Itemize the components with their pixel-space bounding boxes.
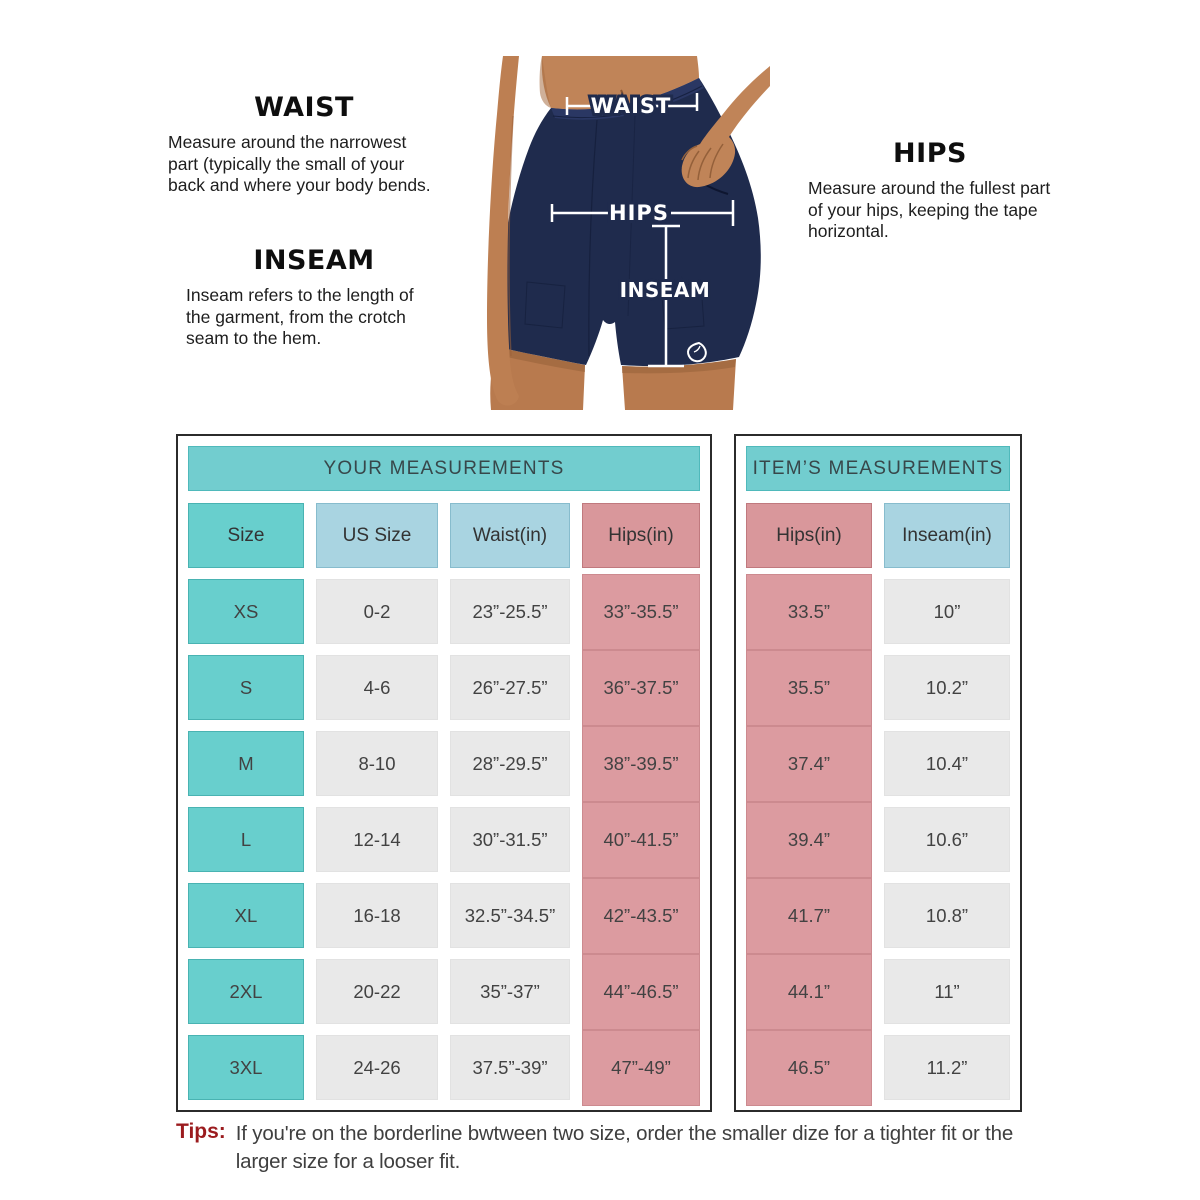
tips-text [236, 1120, 1013, 1176]
item-inseam-cell: 10” [884, 579, 1010, 644]
waist-cell: 32.5”-34.5” [450, 883, 570, 948]
hips-cell: 38”-39.5” [582, 726, 700, 802]
item-hips-cell: 46.5” [746, 1030, 872, 1106]
us-size-cell: 8-10 [316, 731, 438, 796]
item-inseam-cell: 10.4” [884, 731, 1010, 796]
table-row-xs [746, 579, 1010, 644]
hips-cell: 36”-37.5” [582, 650, 700, 726]
inseam-guide-block [186, 245, 442, 350]
your-measurements-table [176, 434, 712, 1112]
item-measurements-title-banner: ITEM’S MEASUREMENTS [746, 446, 1010, 491]
table-row-2xl [188, 959, 700, 1024]
table-row-s [746, 655, 1010, 720]
item-inseam-cell: 11” [884, 959, 1010, 1024]
hips-guide-description: Measure around the fullest part of your hips, keeping the tape horizontal. [808, 178, 1051, 241]
size-cell: 2XL [188, 959, 304, 1024]
table-row-l [188, 807, 700, 872]
size-cell: M [188, 731, 304, 796]
hips-cell: 33”-35.5” [582, 574, 700, 650]
waist-cell: 23”-25.5” [450, 579, 570, 644]
hips-cell: 44”-46.5” [582, 954, 700, 1030]
item-hips-cell: 35.5” [746, 650, 872, 726]
header-waist: Waist(in) [450, 503, 570, 568]
inseam-photo-label: INSEAM [619, 278, 711, 302]
waist-cell: 37.5”-39” [450, 1035, 570, 1100]
header-size: Size [188, 503, 304, 568]
table-row-xs [188, 579, 700, 644]
tips-text-line1: If you're on the borderline bwtween two size, order the smaller dize for a tighter fit or the [235, 1122, 1014, 1145]
table-row-3xl [746, 1035, 1010, 1100]
hips-cell: 42”-43.5” [582, 878, 700, 954]
table-row-xl [746, 883, 1010, 948]
us-size-cell: 12-14 [316, 807, 438, 872]
us-size-cell: 16-18 [316, 883, 438, 948]
waist-cell: 28”-29.5” [450, 731, 570, 796]
size-cell: XL [188, 883, 304, 948]
table-row-l [746, 807, 1010, 872]
us-size-cell: 20-22 [316, 959, 438, 1024]
hips-guide-block [808, 138, 1052, 243]
size-cell: 3XL [188, 1035, 304, 1100]
column-header-row [746, 503, 1010, 568]
your-measurements-title-banner: YOUR MEASUREMENTS [188, 446, 700, 491]
waist-guide-description: Measure around the narrowest part (typically the small of your back and where your body bends. [168, 132, 431, 195]
waist-cell: 35”-37” [450, 959, 570, 1024]
item-inseam-cell: 11.2” [884, 1035, 1010, 1100]
shorts-photo-illustration [485, 56, 770, 410]
us-size-cell: 0-2 [316, 579, 438, 644]
item-inseam-cell: 10.6” [884, 807, 1010, 872]
item-hips-cell: 39.4” [746, 802, 872, 878]
us-size-cell: 24-26 [316, 1035, 438, 1100]
header-item-hips: Hips(in) [746, 503, 872, 568]
tips-note [176, 1120, 1076, 1176]
table-row-2xl [746, 959, 1010, 1024]
tips-label: Tips: [176, 1120, 226, 1143]
column-header-row [188, 503, 700, 568]
item-inseam-cell: 10.2” [884, 655, 1010, 720]
size-cell: XS [188, 579, 304, 644]
hips-photo-label: HIPS [609, 201, 669, 225]
waist-guide-title: WAIST [254, 92, 354, 123]
item-hips-cell: 33.5” [746, 574, 872, 650]
tips-text-line2: larger size for a looser fit. [235, 1150, 461, 1173]
inseam-guide-title: INSEAM [253, 245, 375, 276]
hips-guide-title: HIPS [893, 138, 967, 169]
item-measurements-table [734, 434, 1022, 1112]
table-row-xl [188, 883, 700, 948]
item-hips-cell: 44.1” [746, 954, 872, 1030]
table-row-m [746, 731, 1010, 796]
waist-guide-block [168, 92, 440, 197]
item-hips-cell: 37.4” [746, 726, 872, 802]
header-item-inseam: Inseam(in) [884, 503, 1010, 568]
waist-photo-label: WAIST [590, 94, 672, 118]
hips-cell: 47”-49” [582, 1030, 700, 1106]
item-inseam-cell: 10.8” [884, 883, 1010, 948]
product-photo [485, 56, 770, 410]
header-us-size: US Size [316, 503, 438, 568]
size-cell: L [188, 807, 304, 872]
inseam-guide-description: Inseam refers to the length of the garment, from the crotch seam to the hem. [186, 285, 414, 348]
hips-cell: 40”-41.5” [582, 802, 700, 878]
header-hips: Hips(in) [582, 503, 700, 568]
size-cell: S [188, 655, 304, 720]
table-row-s [188, 655, 700, 720]
table-row-m [188, 731, 700, 796]
us-size-cell: 4-6 [316, 655, 438, 720]
item-hips-cell: 41.7” [746, 878, 872, 954]
waist-cell: 26”-27.5” [450, 655, 570, 720]
table-row-3xl [188, 1035, 700, 1100]
waist-cell: 30”-31.5” [450, 807, 570, 872]
